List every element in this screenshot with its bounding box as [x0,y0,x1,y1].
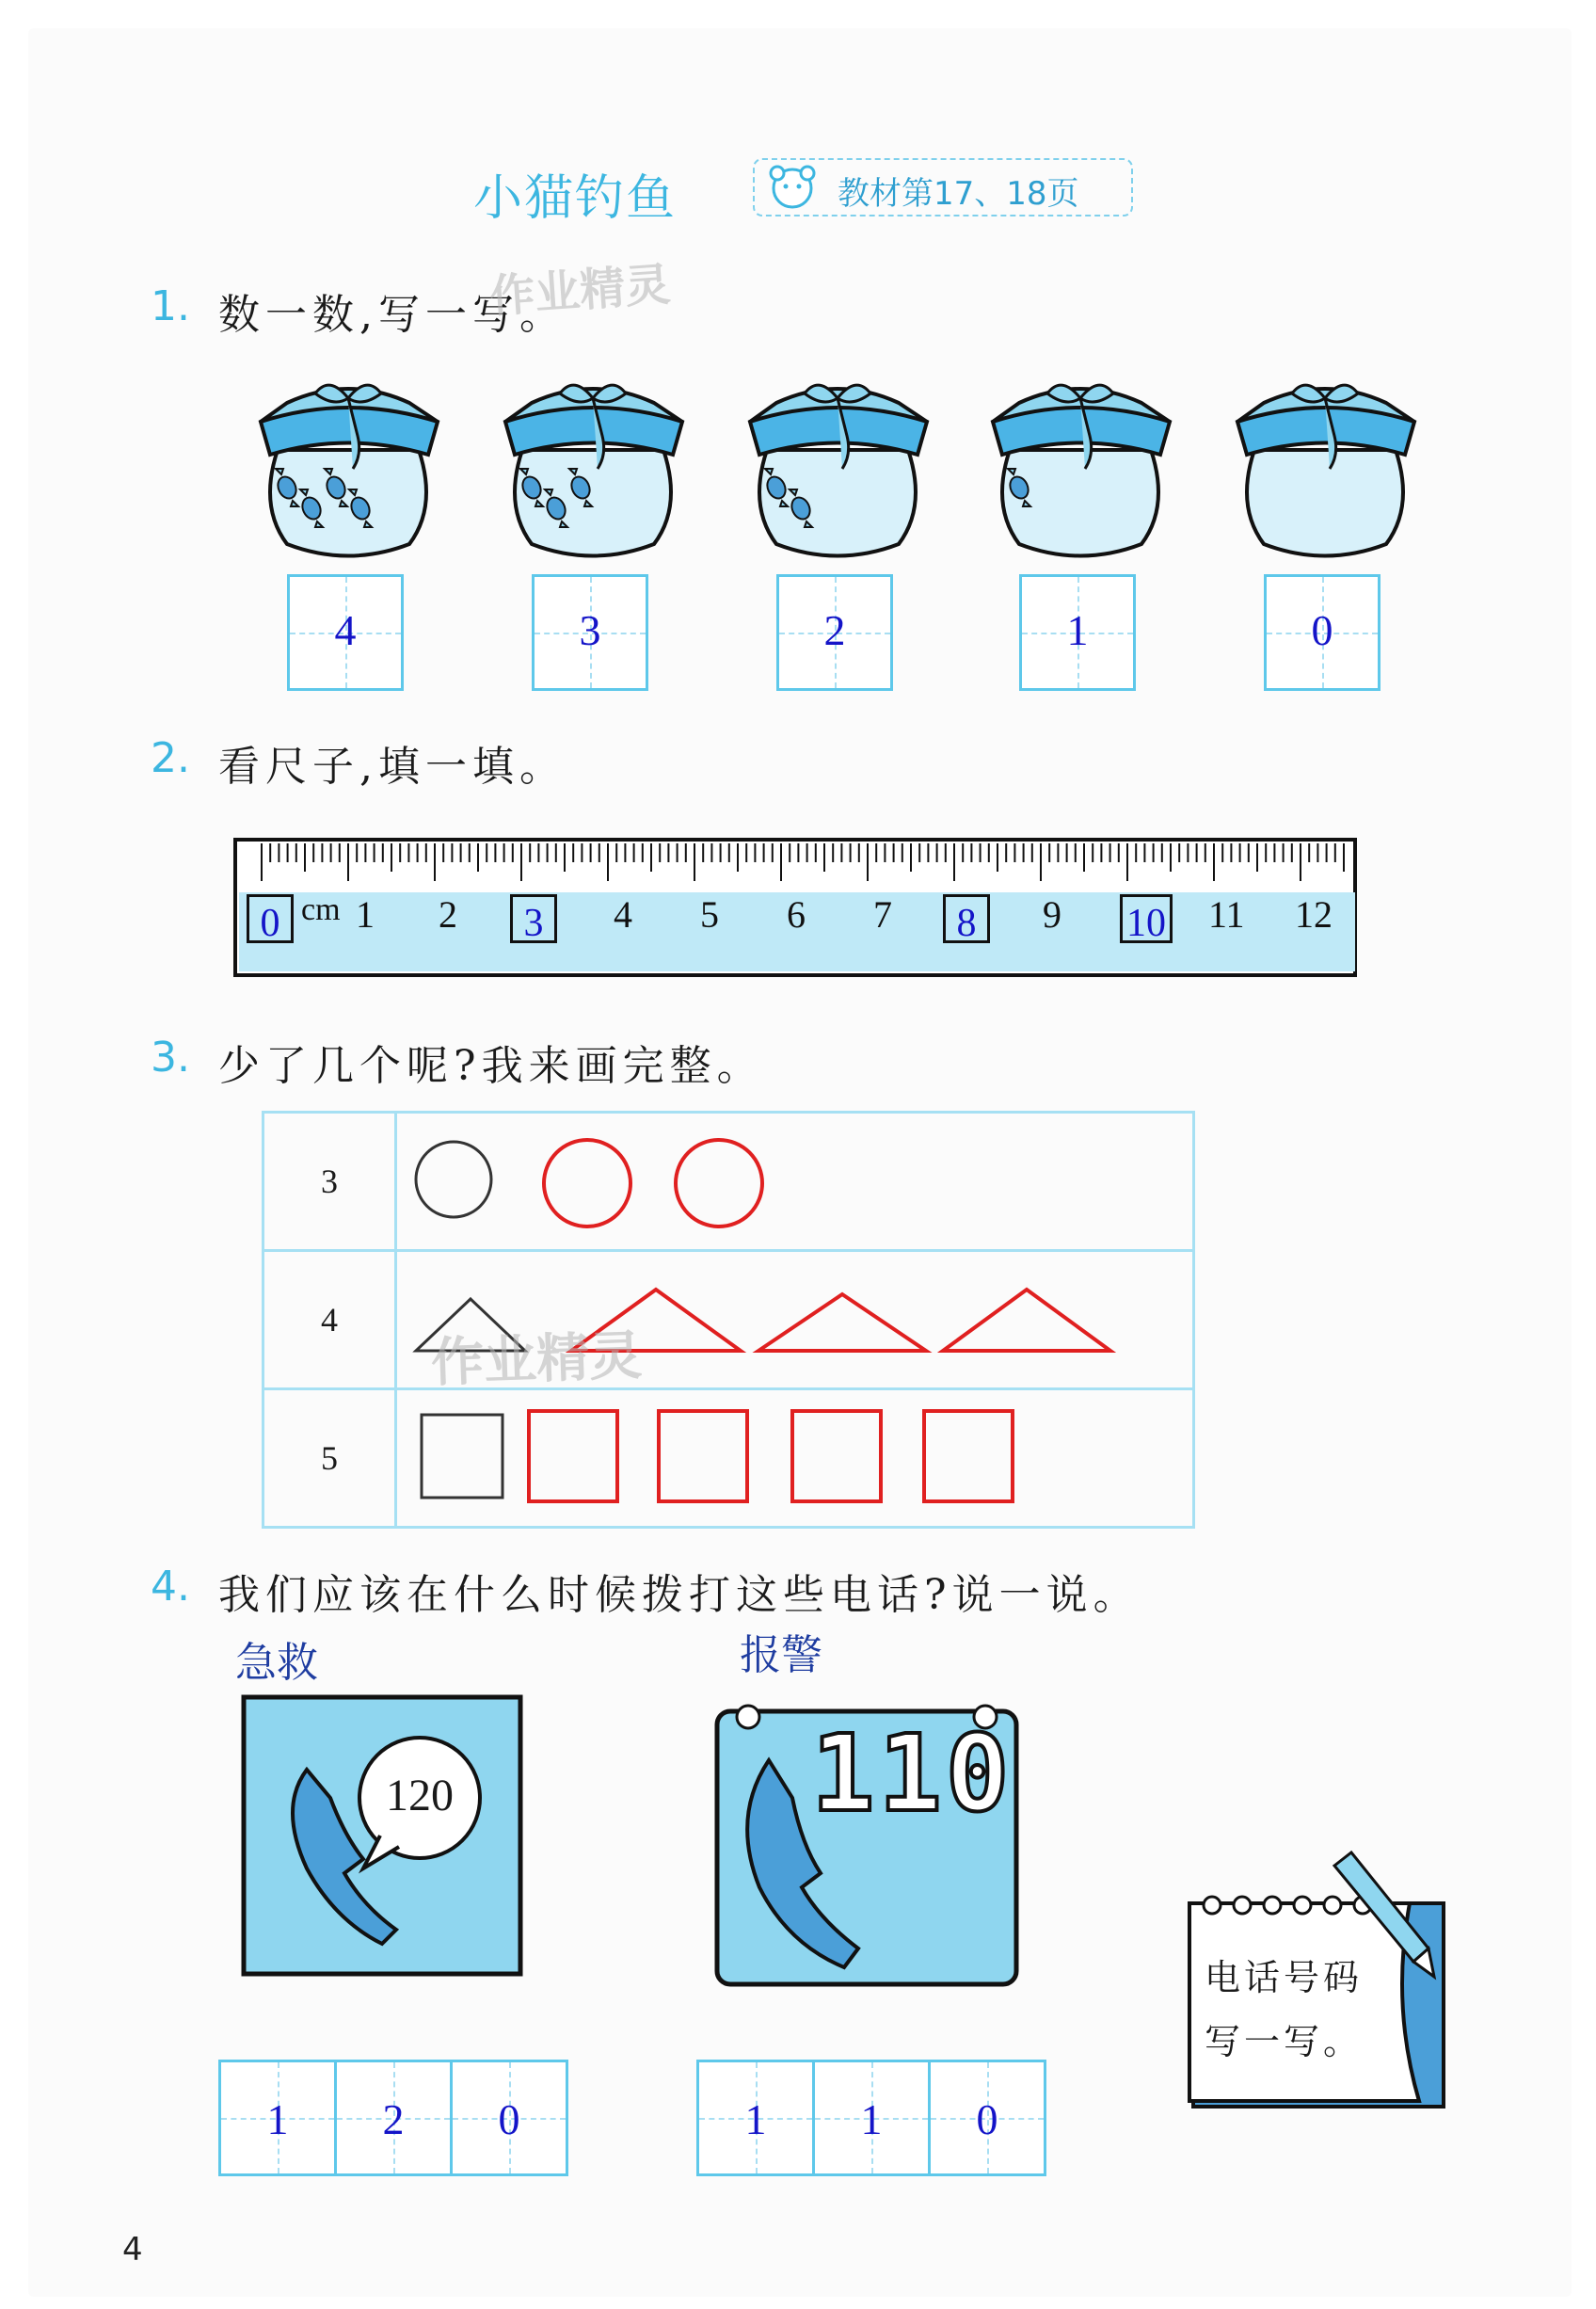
ruler-tick-1: 1 [356,893,375,936]
row-label-5: 5 [263,1389,396,1528]
candy-jar-icon [494,365,692,568]
ruler-answer-box-10[interactable]: 10 [1120,894,1173,943]
drawn-square [529,1411,617,1501]
answer-cell[interactable]: 1 [699,2062,815,2173]
bear-icon [764,162,821,211]
drawn-circle [676,1140,762,1227]
answer-cell[interactable]: 0 [931,2062,1044,2173]
table-row [263,1251,1194,1389]
answer-cell[interactable]: 0 [453,2062,566,2173]
row-label-4: 4 [263,1251,396,1389]
question-3-number: 3. [151,1034,190,1082]
row-label-3: 3 [263,1113,396,1251]
answer-cell[interactable]: 1 [815,2062,931,2173]
note-line-2: 写一写。 [1205,2021,1364,2062]
watermark: 作业精灵 [487,258,673,324]
ruler-tick-4: 4 [614,893,632,936]
ruler-tick-5: 5 [700,893,719,936]
question-2-text: 看尺子,填一填。 [218,743,567,791]
note-line-1: 电话号码 [1205,1957,1364,1998]
ruler-tick-9: 9 [1043,893,1061,936]
answer-box-1[interactable]: 4 [287,574,404,691]
ruler-answer-box-0[interactable]: 0 [247,894,294,943]
drawn-square [924,1411,1013,1501]
drawn-triangle [943,1290,1110,1351]
answer-cell[interactable]: 1 [221,2062,337,2173]
reference-text: 教材第17、18页 [838,175,1079,213]
candy-jar-icon [1226,365,1424,568]
circle-row[interactable] [396,1113,1194,1251]
emergency-answer-grid [218,2060,568,2176]
candy-jar-icon [249,365,447,568]
page-number: 4 [122,2231,143,2269]
circle-shapes [397,1114,1188,1245]
question-1-text: 数一数,写一写。 [218,291,567,339]
drawn-square [659,1411,747,1501]
ruler-tick-6: 6 [787,893,806,936]
question-4-number: 4. [151,1563,190,1611]
ruler-answer-box-3[interactable]: 3 [510,894,557,943]
ruler-tick-7: 7 [873,893,892,936]
drawn-triangle [758,1294,926,1351]
ruler-tick-12: 12 [1295,893,1333,936]
square-shapes [397,1390,1188,1522]
given-square [422,1415,503,1498]
table-row [263,1113,1194,1251]
question-4-text: 我们应该在什么时候拨打这些电话?说一说。 [218,1571,1141,1619]
shape-table [262,1111,1195,1529]
table-row [263,1389,1194,1528]
clip-icon [737,1706,759,1728]
question-1-number: 1. [151,282,190,330]
police-number: 110 [811,1713,1013,1836]
ruler-tick-2: 2 [439,893,457,936]
question-2-number: 2. [151,734,190,782]
drawn-square [792,1411,881,1501]
answer-box-2[interactable]: 3 [532,574,648,691]
police-label: 报警 [740,1631,822,1679]
emergency-card [241,1694,523,1977]
police-answer-grid [696,2060,1046,2176]
emergency-label: 急救 [235,1639,318,1687]
answer-box-4[interactable]: 1 [1019,574,1136,691]
ruler-unit: cm [301,892,341,927]
emergency-number: 120 [386,1771,454,1820]
given-circle [416,1142,491,1217]
ruler-tick-11: 11 [1208,893,1245,936]
drawn-circle [544,1140,630,1227]
answer-box-5[interactable]: 0 [1264,574,1381,691]
ruler-answer-box-8[interactable]: 8 [943,894,990,943]
watermark-center: 作业精灵 [430,1325,644,1394]
answer-cell[interactable]: 2 [337,2062,453,2173]
answer-box-3[interactable]: 2 [776,574,893,691]
candy-jar-icon [739,365,936,568]
square-row[interactable] [396,1389,1194,1528]
page-title: 小猫钓鱼 [473,170,678,227]
question-3-text: 少了几个呢?我来画完整。 [218,1042,764,1090]
candy-jar-icon [982,365,1179,568]
